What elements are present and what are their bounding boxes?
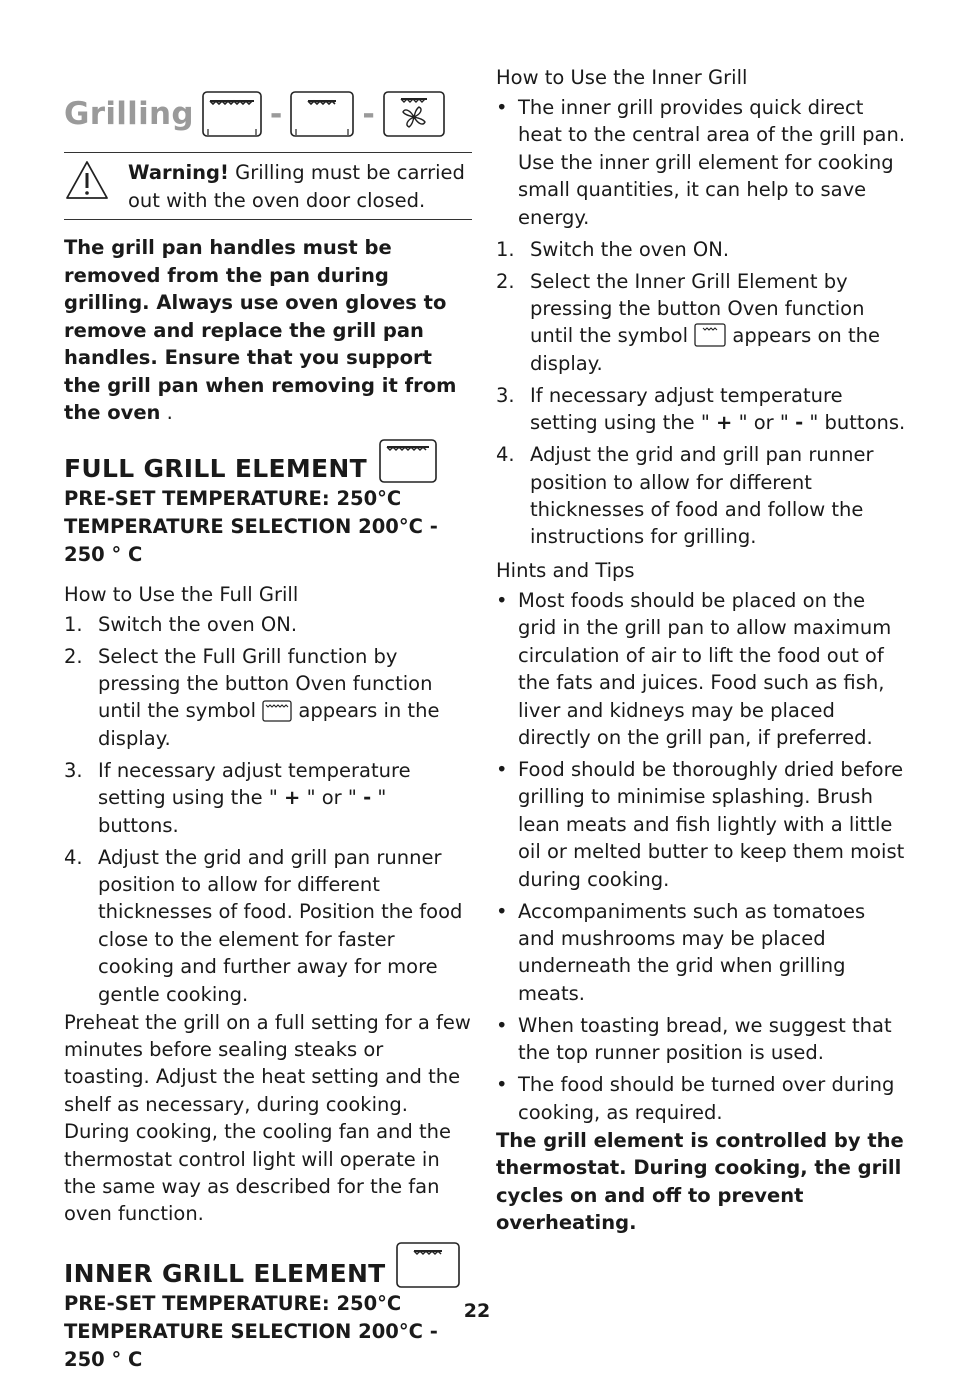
page-title: Grilling [64, 96, 194, 132]
step-text [530, 268, 908, 378]
bullet: • [496, 1073, 508, 1097]
list-item [496, 1071, 908, 1126]
page-number: 22 [463, 1300, 491, 1322]
step-text-a: Select the Full Grill function by pressing the button Oven function until the symbol [98, 644, 433, 723]
inner-grill-inline-icon [694, 323, 726, 347]
list-item [64, 643, 472, 753]
full-grill-temp-selection: TEMPERATURE SELECTION 200°C - 250 ° C [64, 514, 438, 566]
inner-grill-how-to: How to Use the Inner Grill [496, 66, 748, 89]
list-item [64, 611, 472, 638]
title-separator: - [269, 96, 283, 132]
inner-grill-icon [290, 91, 354, 137]
step-number: 3. [64, 758, 83, 782]
step-number: 2. [496, 269, 515, 293]
plus-symbol: + [716, 411, 733, 435]
list-item [496, 898, 908, 1008]
step-text: Switch the oven ON. [530, 237, 730, 261]
step-text-b: " or " [300, 786, 364, 810]
list-item [496, 268, 908, 378]
warning-icon-wrap [64, 159, 128, 215]
step-number: 1. [64, 612, 83, 636]
hint-text: Food should be thoroughly dried before grilling to minimise splashing. Brush lean meats and fish lightly with a little oil or melted butter to keep them moist during cooking. [518, 757, 905, 891]
bullet: • [496, 96, 508, 119]
hints-heading: Hints and Tips [496, 558, 635, 582]
inner-grill-heading: INNER GRILL ELEMENT [64, 1258, 386, 1288]
step-number: 4. [496, 443, 515, 467]
step-text-c: " buttons. [803, 411, 906, 435]
step-text-a: If necessary adjust temperature setting using the " [98, 758, 411, 810]
step-number: 1. [496, 237, 515, 261]
hint-text: Most foods should be placed on the grid in the grill pan to allow maximum circulation of air to lift the food out of the fats and juices. Food such as fish, liver and kidneys may be placed directly on the grill pan, if preferred. [518, 588, 892, 749]
hint-text: Accompaniments such as tomatoes and mushrooms may be placed underneath the grid when grilling meats. [518, 899, 866, 1005]
title-row [64, 84, 472, 144]
full-grill-preset-temp: PRE-SET TEMPERATURE: 250°C [64, 486, 402, 510]
list-item [496, 441, 908, 551]
step-text [98, 643, 472, 753]
minus-symbol: - [363, 786, 372, 810]
inner-grill-intro-list [496, 94, 908, 231]
left-column [64, 84, 472, 1374]
step-text: Switch the oven ON. [98, 612, 298, 636]
warning-box [64, 152, 472, 220]
step-text-c: " buttons. [98, 786, 387, 837]
bullet: • [496, 1013, 508, 1037]
step-text-a: Select the Inner Grill Element by pressing the button Oven function until the symbol [530, 269, 865, 348]
inner-grill-intro: The inner grill provides quick direct heat to the central area of the grill pan. Use the inner grill element for cooking small quantities, it can help to save energy. [518, 96, 906, 229]
cooling-fan-paragraph: During cooking, the cooling fan and the thermostat control light will operate in the same way as described for the fan oven function. [64, 1120, 451, 1226]
handles-note-end: . [160, 401, 173, 424]
full-grill-inline-icon [262, 700, 292, 722]
full-grill-heading-icon [379, 439, 437, 483]
plus-symbol: + [284, 786, 301, 810]
warning-triangle-icon [64, 159, 110, 201]
step-text-b: " or " [732, 411, 796, 435]
handles-note-text: The grill pan handles must be removed from the pan during grilling. Always use oven gloves to remove and replace the grill pan handles. Ensure that you support the grill pan when removing it from the oven [64, 236, 457, 424]
step-text-b: appears in the display. [98, 699, 440, 750]
right-column [496, 64, 908, 1237]
hints-list [496, 587, 908, 1126]
step-text [98, 757, 472, 839]
bullet: • [496, 757, 508, 781]
step-text-a: If necessary adjust temperature setting using the " [530, 383, 843, 435]
inner-grill-heading-icon [396, 1242, 460, 1288]
warning-text [128, 159, 472, 215]
hint-text: When toasting bread, we suggest that the top runner position is used. [518, 1013, 892, 1065]
handles-note [64, 234, 472, 427]
full-grill-how-to: How to Use the Full Grill [64, 582, 299, 606]
warning-body: Grilling must be carried out with the oven door closed. [128, 161, 465, 212]
full-grill-heading: FULL GRILL ELEMENT [64, 453, 367, 483]
inner-grill-heading-row [64, 1242, 472, 1288]
full-grill-icon [202, 91, 262, 137]
step-text-b: appears on the display. [530, 324, 880, 375]
step-text: Adjust the grid and grill pan runner position to allow for different thicknesses of food and follow the instructions for grilling. [530, 443, 874, 549]
step-number: 2. [64, 644, 83, 668]
fan-grill-icon [383, 91, 445, 137]
full-grill-heading-row [64, 439, 472, 483]
step-text: Adjust the grid and grill pan runner position to allow for different thicknesses of food. Position the food close to the element for faster cooking and further away for more gentle cooking. [98, 845, 463, 1006]
hint-text: The food should be turned over during cooking, as required. [518, 1073, 895, 1124]
warning-label: Warning! [128, 161, 229, 184]
inner-grill-steps [496, 236, 908, 551]
list-item [496, 756, 908, 893]
list-item [496, 1012, 908, 1067]
list-item [496, 587, 908, 751]
list-item [496, 382, 908, 437]
step-number: 4. [64, 845, 83, 869]
thermostat-note: The grill element is controlled by the thermostat. During cooking, the grill cycles on and off to prevent overheating. [496, 1128, 904, 1235]
list-item [64, 757, 472, 839]
full-grill-steps [64, 611, 472, 1008]
list-item [496, 236, 908, 263]
preheat-paragraph: Preheat the grill on a full setting for a few minutes before sealing steaks or toasting. Adjust the heat setting and the shelf as necessary, during cooking. [64, 1010, 471, 1116]
inner-grill-preset-temp: PRE-SET TEMPERATURE: 250°C [64, 1291, 402, 1315]
title-separator-2: - [362, 96, 375, 132]
step-number: 3. [496, 383, 515, 407]
step-text [530, 382, 908, 437]
bullet: • [496, 899, 508, 923]
list-item [64, 844, 472, 1008]
inner-grill-temp-selection: TEMPERATURE SELECTION 200°C - 250 ° C [64, 1319, 438, 1371]
list-item [496, 94, 908, 231]
bullet: • [496, 588, 508, 612]
minus-symbol: - [795, 411, 804, 435]
